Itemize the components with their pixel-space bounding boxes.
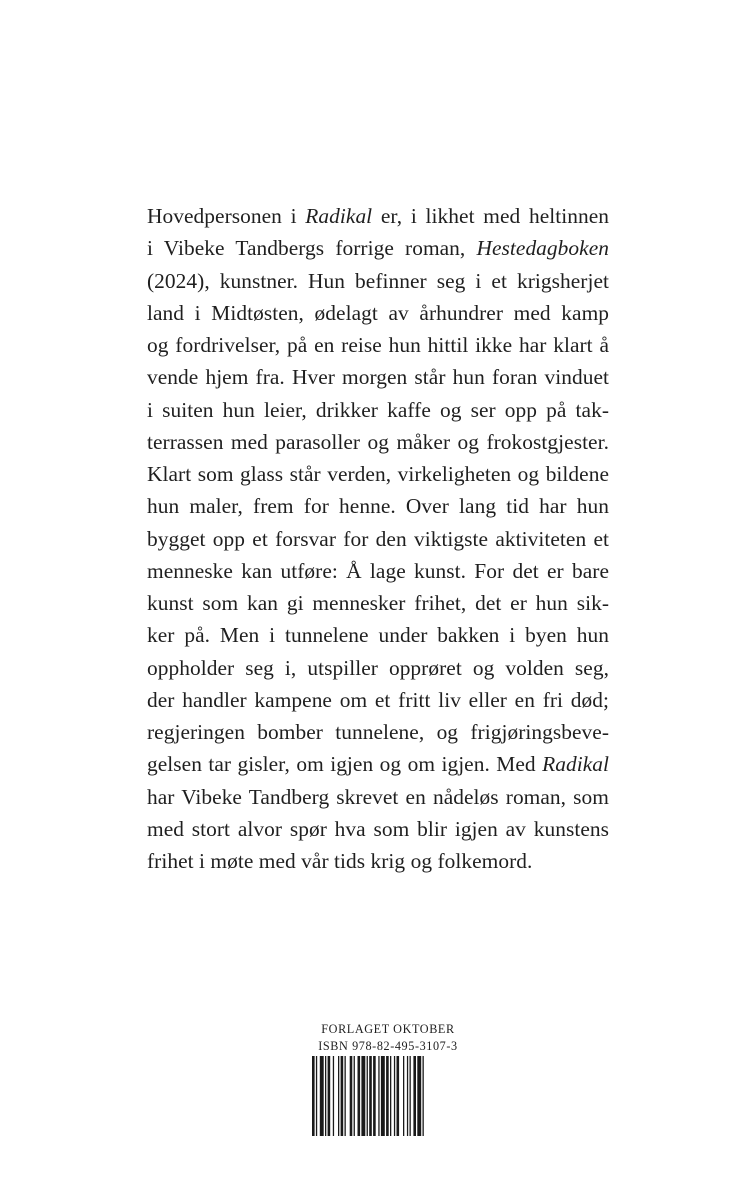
blurb-text: gelsen tar gisler, om igjen og om igjen. Med — [147, 752, 543, 777]
blurb-line — [147, 232, 609, 264]
blurb-text: i Vibeke Tandbergs forrige roman, — [147, 236, 477, 261]
blurb-text: kunst som kan gi mennesker frihet, det er hun sik- — [147, 591, 609, 615]
blurb-text: bygget opp et forsvar for den viktigste aktiviteten et — [147, 526, 609, 551]
barcode-bar — [354, 1056, 355, 1136]
barcode-bar — [386, 1056, 389, 1136]
blurb-line — [147, 200, 609, 232]
blurb-text: oppholder seg i, utspiller opprøret og volden seg, — [147, 655, 609, 680]
book-title-italic: Radikal — [542, 752, 609, 777]
blurb-line — [147, 619, 609, 651]
blurb-line — [147, 587, 609, 619]
blurb-text: har Vibeke Tandberg skrevet en nådeløs roman, som — [147, 784, 609, 809]
barcode-bar — [407, 1056, 408, 1136]
blurb-line — [147, 523, 609, 555]
barcode-bar — [390, 1056, 391, 1136]
barcode-bar — [417, 1056, 421, 1136]
publisher-name: FORLAGET OKTOBER — [321, 1022, 455, 1036]
blurb-line — [147, 458, 609, 490]
blurb-line — [147, 781, 609, 813]
blurb-text: og fordrivelser, på en reise hun hittil ikke har klart å — [147, 333, 609, 357]
barcode-bar — [312, 1056, 315, 1136]
barcode-bar — [316, 1056, 317, 1136]
barcode-bar — [341, 1056, 344, 1136]
barcode-bar — [397, 1056, 400, 1136]
blurb-text: hun maler, frem for henne. Over lang tid har hun — [147, 494, 609, 519]
blurb-line — [147, 394, 609, 426]
blurb-text: terrassen med parasoller og måker og frokostgjester. — [147, 429, 609, 454]
blurb-line — [147, 652, 609, 684]
blurb-text: land i Midtøsten, ødelagt av århundrer med kamp — [147, 300, 609, 325]
blurb-text: Klart som glass står verden, virkeligheten og bildene — [147, 462, 609, 486]
barcode-bar — [373, 1056, 376, 1136]
barcode-graphic — [311, 1056, 463, 1136]
barcode-bar — [423, 1056, 424, 1136]
blurb-line — [147, 813, 609, 845]
barcode-bar — [367, 1056, 368, 1136]
barcode-bar — [345, 1056, 346, 1136]
blurb-line — [147, 265, 609, 297]
blurb-text: der handler kampene om et fritt liv eller en fri død; — [147, 687, 609, 712]
blurb-line — [147, 490, 609, 522]
blurb-line — [147, 426, 609, 458]
blurb-text: i suiten hun leier, drikker kaffe og ser opp på tak- — [147, 397, 609, 422]
barcode-bar — [410, 1056, 411, 1136]
publisher-imprint — [313, 1021, 463, 1055]
barcode-bar — [413, 1056, 416, 1136]
blurb-text: frihet i møte med vår tids krig og folkemord. — [147, 849, 533, 873]
barcode-bar — [338, 1056, 339, 1136]
barcode-bar — [333, 1056, 334, 1136]
blurb-line — [147, 748, 609, 780]
barcode-bar — [378, 1056, 379, 1136]
book-title-italic: Hestedagboken — [476, 236, 609, 261]
blurb-line — [147, 845, 609, 877]
barcode-bar — [325, 1056, 326, 1136]
blurb-line — [147, 297, 609, 329]
barcode-bar — [358, 1056, 361, 1136]
barcode-bar — [369, 1056, 372, 1136]
barcode-bar — [381, 1056, 385, 1136]
blurb-line — [147, 361, 609, 393]
isbn-number: ISBN 978-82-495-3107-3 — [318, 1039, 458, 1053]
barcode-bar — [350, 1056, 353, 1136]
blurb-line — [147, 555, 609, 587]
blurb-line — [147, 716, 609, 748]
blurb-text: er, i likhet med heltinnen — [372, 204, 609, 228]
blurb-text: vende hjem fra. Hver morgen står hun foran vinduet — [147, 365, 609, 390]
barcode-bar — [403, 1056, 404, 1136]
blurb-text: (2024), kunstner. Hun befinner seg i et krigsherjet — [147, 268, 609, 293]
back-cover-blurb — [147, 200, 609, 877]
blurb-text: Hovedpersonen i — [147, 204, 306, 228]
barcode-bar — [328, 1056, 331, 1136]
blurb-text: regjeringen bomber tunnelene, og frigjøringsbeve- — [147, 720, 609, 744]
barcode-bar — [320, 1056, 324, 1136]
blurb-line — [147, 684, 609, 716]
barcode-bar — [394, 1056, 395, 1136]
blurb-text: med stort alvor spør hva som blir igjen av kunstens — [147, 816, 609, 841]
barcode-icon — [311, 1056, 463, 1136]
barcode-bar — [361, 1056, 365, 1136]
blurb-line — [147, 329, 609, 361]
blurb-text: menneske kan utføre: Å lage kunst. For det er bare — [147, 558, 609, 583]
book-title-italic: Radikal — [305, 204, 373, 228]
blurb-text: ker på. Men i tunnelene under bakken i byen hun — [147, 623, 609, 648]
